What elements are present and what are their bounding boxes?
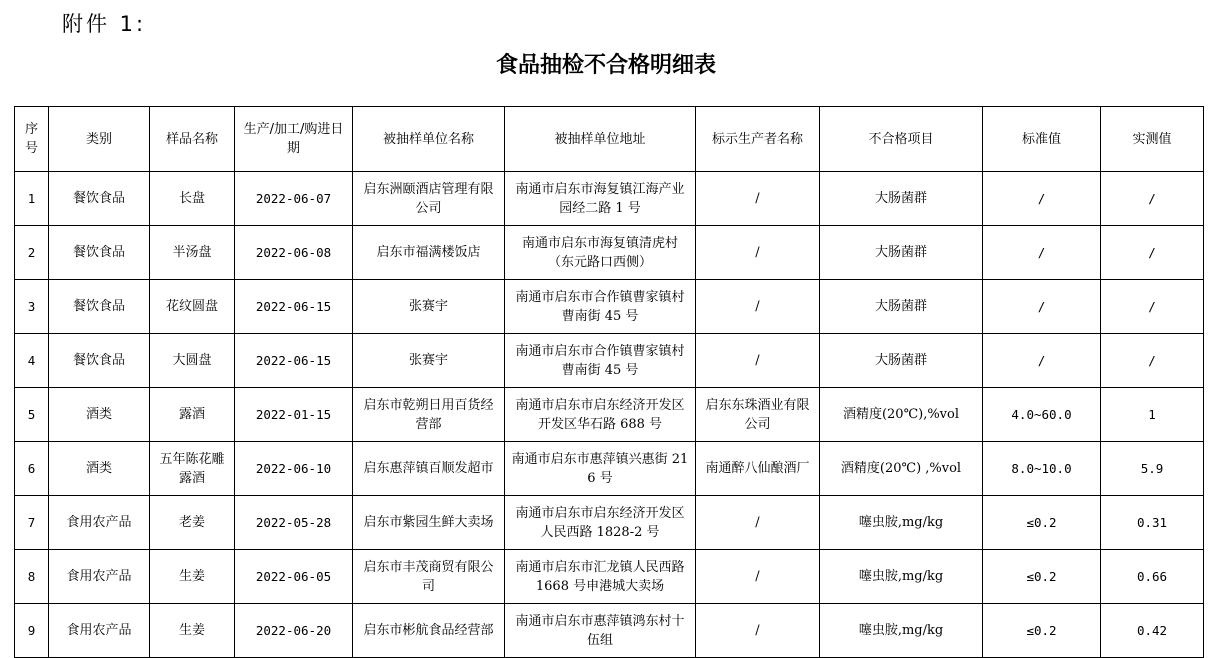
cell-standard-value: ≤0.2 xyxy=(983,550,1101,604)
cell-producer: / xyxy=(696,550,820,604)
cell-producer: / xyxy=(696,226,820,280)
cell-seq: 5 xyxy=(15,388,49,442)
table-row xyxy=(15,334,1204,388)
cell-measured-value: 0.42 xyxy=(1101,604,1204,658)
cell-sampled-address: 南通市启东市海复镇江海产业园经二路 1 号 xyxy=(505,172,696,226)
cell-sampled-address: 南通市启东市海复镇清虎村（东元路口西侧） xyxy=(505,226,696,280)
cell-producer: 南通醉八仙酿酒厂 xyxy=(696,442,820,496)
cell-measured-value: / xyxy=(1101,280,1204,334)
cell-measured-value: 5.9 xyxy=(1101,442,1204,496)
cell-category: 食用农产品 xyxy=(49,604,150,658)
cell-sample-name: 半汤盘 xyxy=(150,226,235,280)
cell-sampled-unit: 启东惠萍镇百顺发超市 xyxy=(353,442,505,496)
cell-sample-name: 生姜 xyxy=(150,550,235,604)
cell-producer: / xyxy=(696,334,820,388)
cell-failed-item: 噻虫胺,mg/kg xyxy=(820,604,983,658)
cell-category: 餐饮食品 xyxy=(49,280,150,334)
cell-sampled-address: 南通市启东市惠萍镇兴惠街 216 号 xyxy=(505,442,696,496)
cell-category: 餐饮食品 xyxy=(49,172,150,226)
header-measured-value: 实测值 xyxy=(1101,107,1204,172)
cell-sampled-address: 南通市启东市合作镇曹家镇村曹南街 45 号 xyxy=(505,280,696,334)
cell-sampled-address: 南通市启东市惠萍镇鸿东村十伍组 xyxy=(505,604,696,658)
cell-measured-value: 0.31 xyxy=(1101,496,1204,550)
cell-seq: 9 xyxy=(15,604,49,658)
cell-sampled-unit: 张赛宇 xyxy=(353,334,505,388)
table-row xyxy=(15,550,1204,604)
table-row xyxy=(15,388,1204,442)
cell-producer: / xyxy=(696,280,820,334)
cell-category: 餐饮食品 xyxy=(49,334,150,388)
cell-measured-value: / xyxy=(1101,334,1204,388)
cell-sampled-unit: 启东洲颐酒店管理有限公司 xyxy=(353,172,505,226)
header-standard-value: 标准值 xyxy=(983,107,1101,172)
cell-standard-value: 4.0~60.0 xyxy=(983,388,1101,442)
cell-failed-item: 酒精度(20℃),%vol xyxy=(820,388,983,442)
cell-sample-name: 五年陈花雕露酒 xyxy=(150,442,235,496)
header-seq: 序号 xyxy=(15,107,49,172)
cell-standard-value: / xyxy=(983,280,1101,334)
cell-seq: 2 xyxy=(15,226,49,280)
cell-failed-item: 大肠菌群 xyxy=(820,334,983,388)
cell-sample-name: 生姜 xyxy=(150,604,235,658)
cell-measured-value: / xyxy=(1101,226,1204,280)
cell-sample-name: 花纹圆盘 xyxy=(150,280,235,334)
document-title: 食品抽检不合格明细表 xyxy=(495,53,716,78)
cell-failed-item: 大肠菌群 xyxy=(820,280,983,334)
cell-measured-value: 0.66 xyxy=(1101,550,1204,604)
cell-producer: 启东东珠酒业有限公司 xyxy=(696,388,820,442)
cell-sampled-unit: 启东市福满楼饭店 xyxy=(353,226,505,280)
header-sampled-unit: 被抽样单位名称 xyxy=(353,107,505,172)
cell-failed-item: 大肠菌群 xyxy=(820,226,983,280)
cell-date: 2022-06-20 xyxy=(235,604,353,658)
table-header-row xyxy=(15,107,1204,172)
header-sampled-address: 被抽样单位地址 xyxy=(505,107,696,172)
cell-category: 食用农产品 xyxy=(49,496,150,550)
table-row xyxy=(15,280,1204,334)
cell-sample-name: 长盘 xyxy=(150,172,235,226)
cell-sample-name: 老姜 xyxy=(150,496,235,550)
cell-sampled-unit: 启东市丰茂商贸有限公司 xyxy=(353,550,505,604)
cell-date: 2022-01-15 xyxy=(235,388,353,442)
cell-sampled-address: 南通市启东市启东经济开发区开发区华石路 688 号 xyxy=(505,388,696,442)
cell-date: 2022-06-07 xyxy=(235,172,353,226)
cell-standard-value: / xyxy=(983,172,1101,226)
cell-date: 2022-06-10 xyxy=(235,442,353,496)
cell-producer: / xyxy=(696,172,820,226)
cell-sampled-unit: 启东市彬航食品经营部 xyxy=(353,604,505,658)
cell-standard-value: ≤0.2 xyxy=(983,604,1101,658)
table-row xyxy=(15,226,1204,280)
cell-standard-value: / xyxy=(983,226,1101,280)
header-category: 类别 xyxy=(49,107,150,172)
cell-measured-value: 1 xyxy=(1101,388,1204,442)
cell-seq: 4 xyxy=(15,334,49,388)
cell-seq: 7 xyxy=(15,496,49,550)
cell-measured-value: / xyxy=(1101,172,1204,226)
cell-sampled-address: 南通市启东市合作镇曹家镇村曹南街 45 号 xyxy=(505,334,696,388)
cell-producer: / xyxy=(696,604,820,658)
cell-category: 食用农产品 xyxy=(49,550,150,604)
header-date: 生产/加工/购进日期 xyxy=(235,107,353,172)
cell-sampled-unit: 启东市乾朔日用百货经营部 xyxy=(353,388,505,442)
cell-standard-value: ≤0.2 xyxy=(983,496,1101,550)
cell-sampled-address: 南通市启东市汇龙镇人民西路 1668 号申港城大卖场 xyxy=(505,550,696,604)
table-row xyxy=(15,604,1204,658)
cell-failed-item: 大肠菌群 xyxy=(820,172,983,226)
cell-date: 2022-06-05 xyxy=(235,550,353,604)
cell-date: 2022-06-08 xyxy=(235,226,353,280)
cell-sample-name: 露酒 xyxy=(150,388,235,442)
table-row xyxy=(15,442,1204,496)
cell-category: 酒类 xyxy=(49,388,150,442)
cell-failed-item: 噻虫胺,mg/kg xyxy=(820,496,983,550)
header-producer: 标示生产者名称 xyxy=(696,107,820,172)
cell-seq: 1 xyxy=(15,172,49,226)
cell-producer: / xyxy=(696,496,820,550)
cell-date: 2022-06-15 xyxy=(235,334,353,388)
cell-failed-item: 酒精度(20℃) ,%vol xyxy=(820,442,983,496)
cell-seq: 8 xyxy=(15,550,49,604)
cell-date: 2022-05-28 xyxy=(235,496,353,550)
table-row xyxy=(15,172,1204,226)
cell-category: 餐饮食品 xyxy=(49,226,150,280)
cell-date: 2022-06-15 xyxy=(235,280,353,334)
cell-standard-value: 8.0~10.0 xyxy=(983,442,1101,496)
header-failed-item: 不合格项目 xyxy=(820,107,983,172)
cell-failed-item: 噻虫胺,mg/kg xyxy=(820,550,983,604)
cell-sampled-unit: 启东市紫园生鲜大卖场 xyxy=(353,496,505,550)
attachment-label: 附件 1: xyxy=(62,12,147,36)
cell-sampled-address: 南通市启东市启东经济开发区人民西路 1828-2 号 xyxy=(505,496,696,550)
unqualified-food-table xyxy=(14,106,1204,658)
cell-sampled-unit: 张赛宇 xyxy=(353,280,505,334)
table-row xyxy=(15,496,1204,550)
cell-category: 酒类 xyxy=(49,442,150,496)
cell-seq: 3 xyxy=(15,280,49,334)
cell-standard-value: / xyxy=(983,334,1101,388)
cell-sample-name: 大圆盘 xyxy=(150,334,235,388)
header-sample-name: 样品名称 xyxy=(150,107,235,172)
cell-seq: 6 xyxy=(15,442,49,496)
